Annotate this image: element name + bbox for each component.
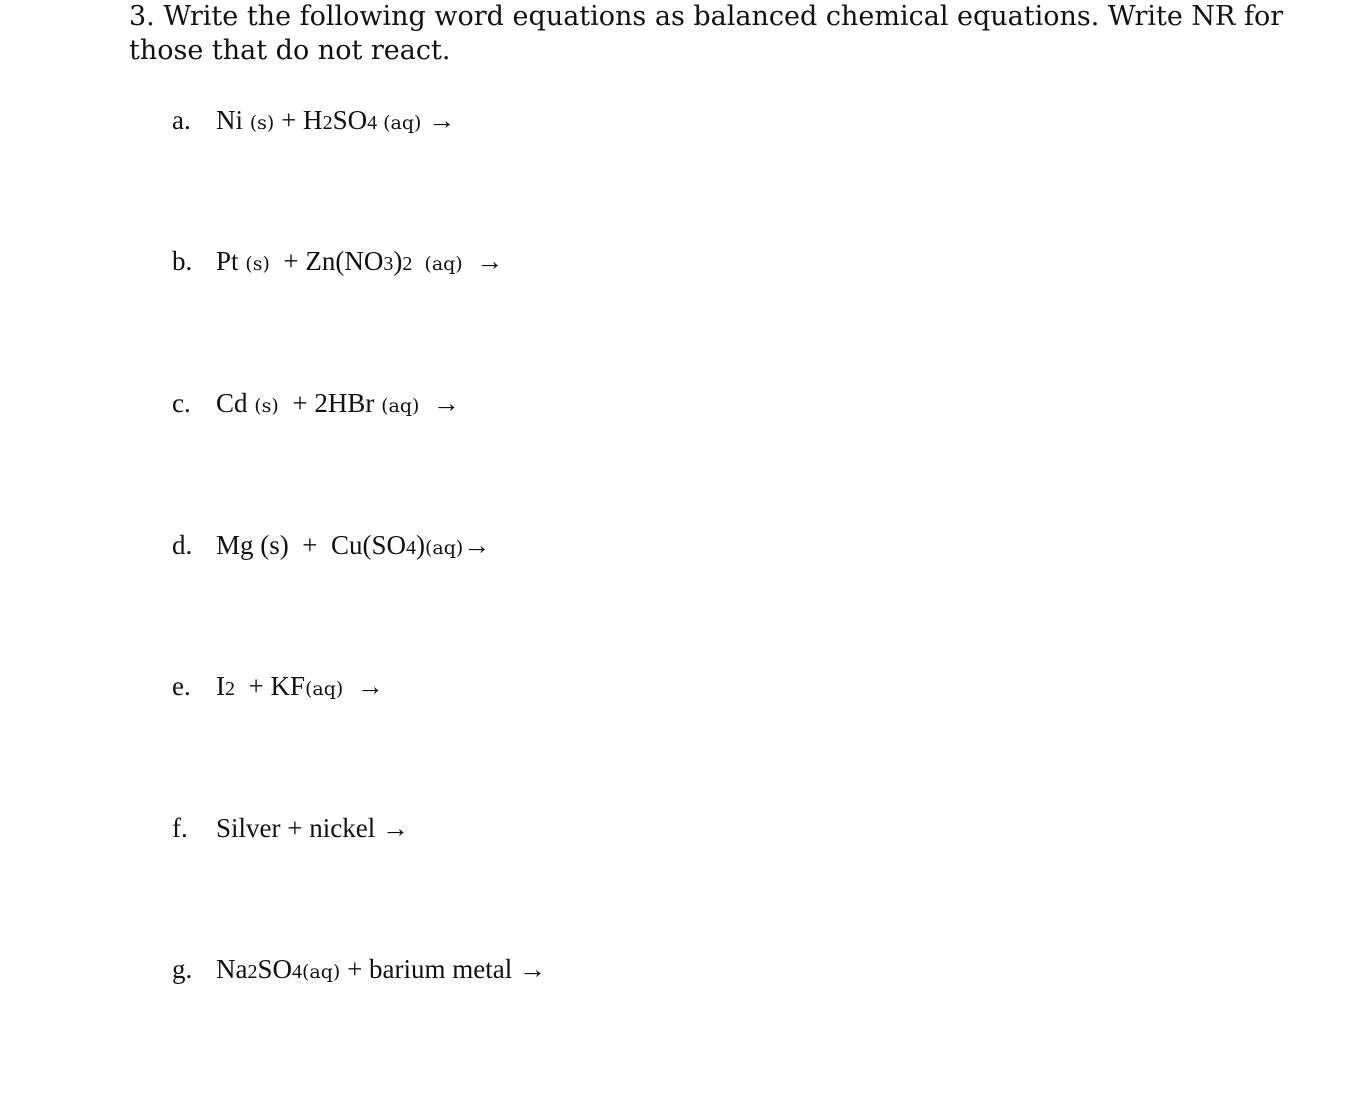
item-label: e. bbox=[172, 671, 191, 701]
equation-item-d bbox=[172, 525, 490, 565]
equation: Na2SO4(aq) + barium metal → bbox=[216, 954, 547, 984]
item-label: c. bbox=[172, 388, 191, 418]
question-text: 3. Write the following word equations as balanced chemical equations. Write NR for those that do not react. bbox=[129, 1, 1284, 66]
equation: I2 + KF(aq) → bbox=[216, 671, 384, 701]
equation-item-g bbox=[172, 949, 546, 989]
item-label: a. bbox=[172, 105, 191, 135]
equation-item-c bbox=[172, 383, 460, 423]
item-label: f. bbox=[172, 813, 188, 843]
item-label: b. bbox=[172, 246, 193, 276]
equation: Cd (s) + 2HBr (aq) → bbox=[216, 388, 460, 418]
equation: Ni (s) + H2SO4 (aq) → bbox=[216, 105, 456, 135]
equation-item-f bbox=[172, 808, 409, 848]
item-label: g. bbox=[172, 954, 193, 984]
equation-item-b bbox=[172, 241, 503, 281]
equation-item-e bbox=[172, 666, 384, 706]
equation: Pt (s) + Zn(NO3)2 (aq) → bbox=[216, 246, 504, 276]
item-label: d. bbox=[172, 530, 193, 560]
equation-item-a bbox=[172, 100, 455, 140]
equation: Silver + nickel → bbox=[216, 813, 409, 843]
equation: Mg (s) + Cu(SO4)(aq)→ bbox=[216, 530, 491, 560]
